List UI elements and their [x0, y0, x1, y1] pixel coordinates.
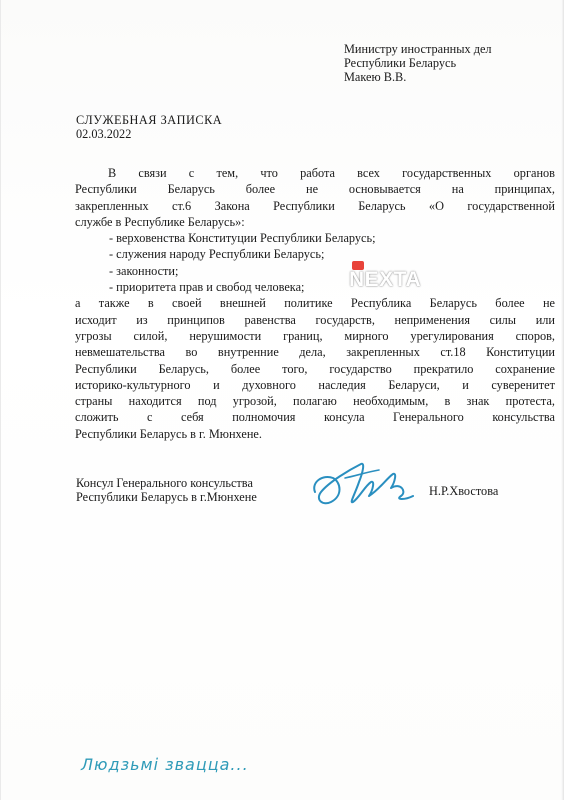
- bullet-item: - приоритета прав и свобод человека;: [109, 280, 305, 295]
- bullet-item: - законности;: [109, 263, 179, 278]
- bullet-item: - служения народу Республики Беларусь;: [109, 247, 325, 262]
- body-line: угрозы силой, нерушимости границ, мирного урегулирования споров,: [75, 328, 555, 343]
- memo-body: [75, 165, 555, 442]
- body-line: закрепленных ст.6 Закона Республики Беларусь «О государственной: [75, 198, 555, 213]
- body-line: невмешательства во внутренние дела, закрепленных ст.18 Конституции: [75, 345, 555, 360]
- position-line-2: Республики Беларусь в г.Мюнхене: [76, 490, 257, 504]
- addressee-line-3: Макею В.В.: [344, 70, 407, 84]
- body-line: историко-культурного и духовного наследия Беларуси, и суверенитет: [75, 377, 555, 392]
- memo-title: СЛУЖЕБНАЯ ЗАПИСКА: [76, 113, 223, 127]
- addressee-block: [344, 42, 544, 84]
- body-line: службе в Республике Беларусь»:: [75, 214, 245, 229]
- watermark-text: NEXTA: [349, 268, 422, 291]
- body-line: сложить с себя полномочия консула Генерального консульства: [75, 410, 555, 425]
- handwritten-note-text: Людзьмі звацца...: [81, 755, 249, 774]
- addressee-line-2: Республики Беларусь: [344, 56, 457, 70]
- body-line: Республики Беларусь более не основывается на принципах,: [75, 182, 555, 197]
- handwritten-note: [79, 742, 289, 782]
- memo-date: 02.03.2022: [76, 127, 132, 141]
- body-line: страны находится под угрозой, полагаю необходимым, в знак протеста,: [75, 394, 555, 409]
- handwritten-signature: [309, 452, 421, 514]
- position-line-1: Консул Генерального консульства: [76, 476, 253, 490]
- body-line: Республики Беларусь в г. Мюнхене.: [75, 426, 262, 441]
- body-line: а также в своей внешней политике Республика Беларусь более не: [75, 296, 555, 311]
- body-line: исходит из принципов равенства государств, неприменения силы или: [75, 312, 555, 327]
- signatory-name: Н.Р.Хвостова: [429, 484, 499, 498]
- addressee-line-1: Министру иностранных дел: [344, 42, 492, 56]
- body-line: В связи с тем, что работа всех государственных органов: [108, 166, 555, 180]
- nexta-watermark: [349, 268, 439, 294]
- body-line: Республики Беларусь, более того, государство прекратило сохранение: [75, 361, 555, 376]
- signatory-position: [76, 476, 257, 504]
- bullet-item: - верховенства Конституции Республики Беларусь;: [109, 231, 376, 246]
